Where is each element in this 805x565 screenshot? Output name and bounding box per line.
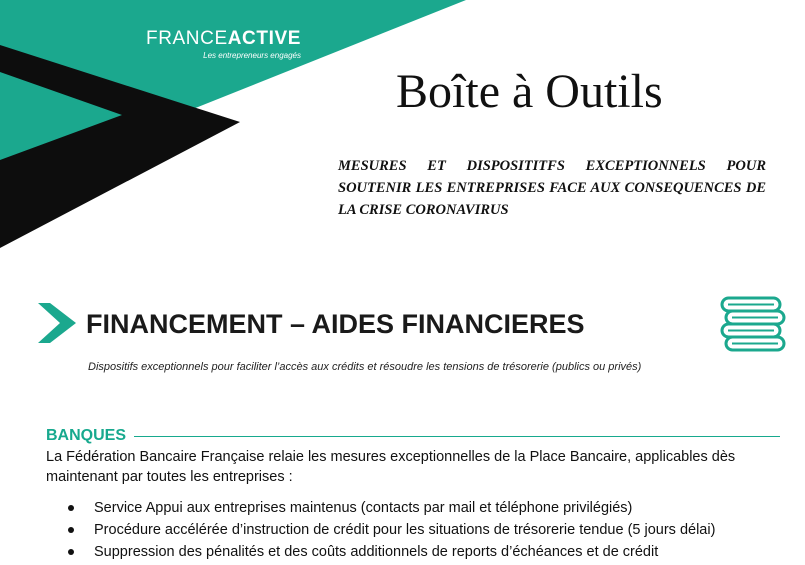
list-item <box>66 497 786 519</box>
section-title: FINANCEMENT – AIDES FINANCIERES <box>86 309 585 339</box>
page-subtitle: MESURES ET DISPOSITITFS EXCEPTIONNELS POUR SOUTENIR LES ENTREPRISES FACE AUX CONSEQUENCES DE LA CRISE CORONAVIRUS <box>338 158 766 218</box>
brand-wordmark <box>146 28 301 50</box>
subsection-heading <box>46 426 780 446</box>
brand-name-part2: ACTIVE <box>227 28 301 49</box>
heading-divider <box>134 436 780 437</box>
bullet-icon <box>68 505 74 511</box>
list-item <box>66 541 786 563</box>
coins-icon <box>718 290 788 356</box>
bullet-icon <box>68 549 74 555</box>
list-item-text: Service Appui aux entreprises maintenus (contacts par mail et téléphone privilégiés) <box>94 500 633 516</box>
section-intro: Dispositifs exceptionnels pour faciliter l’accès aux crédits et résoudre les tensions de trésorerie (publics ou privés) <box>88 361 642 373</box>
list-item-text: Procédure accélérée d’instruction de crédit pour les situations de trésorerie tendue (5 jours délai) <box>94 522 716 538</box>
bullet-list <box>66 497 786 563</box>
brand-tagline: Les entrepreneurs engagés <box>203 51 301 60</box>
page-title: Boîte à Outils <box>396 65 663 118</box>
chevron-right-icon <box>38 303 76 343</box>
list-item-text: Suppression des pénalités et des coûts additionnels de reports d’échéances et de crédit <box>94 544 659 560</box>
body-paragraph: La Fédération Bancaire Française relaie les mesures exceptionnelles de la Place Bancaire, applicables dès maintenant par toutes les entreprises : <box>46 449 736 485</box>
bullet-icon <box>68 527 74 533</box>
brand-name-part1: FRANCE <box>146 28 228 49</box>
subsection-heading-label: BANQUES <box>46 427 127 444</box>
list-item <box>66 519 786 541</box>
brand-logo[interactable] <box>146 28 301 61</box>
